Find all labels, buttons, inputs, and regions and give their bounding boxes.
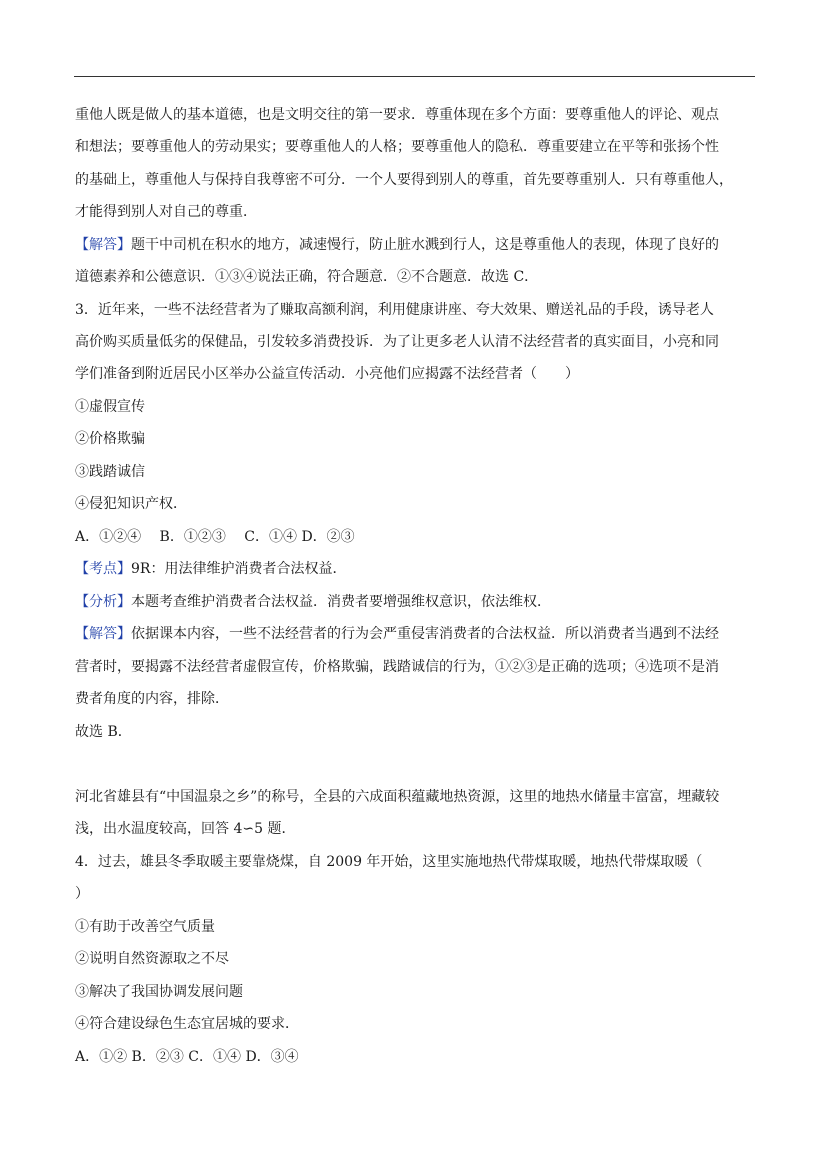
q3-jieda-line-3: 费者角度的内容，排除． <box>75 691 229 707</box>
fenxi-tag: 【分析】 <box>75 594 131 610</box>
q3-option-4: ④侵犯知识产权． <box>75 496 187 512</box>
kaodian-tag: 【考点】 <box>75 561 131 577</box>
q3-stem-line-2: 高价购买质量低劣的保健品，引发较多消费投诉．为了让更多老人认清不法经营者的真实面目，小亮和同 <box>75 334 719 350</box>
intro-line-2: 和想法；要尊重他人的劳动果实；要尊重他人的人格；要尊重他人的隐私．尊重要建立在平等和张扬个性 <box>75 139 719 155</box>
answer-tag: 【解答】 <box>75 237 131 253</box>
intro-line-4: 才能得到别人对自己的尊重． <box>75 204 257 220</box>
q4-choices: A．①② B．②③ C．①④ D．③④ <box>75 1049 299 1065</box>
q3-option-1: ①虚假宣传 <box>75 399 145 415</box>
q3-fenxi <box>75 592 755 612</box>
q4-option-4: ④符合建设绿色生态宜居城的要求． <box>75 1016 299 1032</box>
header-rule <box>74 76 755 77</box>
q4-stem-line-1: 4．过去，雄县冬季取暖主要靠烧煤，自 2009 年开始，这里实施地热代带煤取暖，地热代带煤取暖（ <box>75 854 703 870</box>
passage-line-1: 河北省雄县有“中国温泉之乡”的称号，全县的六成面积蕴藏地热资源，这里的地热水储量丰富富，埋藏较 <box>75 789 720 805</box>
q3-stem-line-3: 学们准备到附近居民小区举办公益宣传活动．小亮他们应揭露不法经营者（ ） <box>75 366 579 382</box>
q2-answer-text: 题干中司机在积水的地方，减速慢行，防止脏水溅到行人，这是尊重他人的表现，体现了良好的 <box>131 237 719 253</box>
fenxi-text: 本题考查维护消费者合法权益．消费者要增强维权意识，依法维权． <box>131 594 551 610</box>
q4-option-3: ③解决了我国协调发展问题 <box>75 984 243 1000</box>
q3-option-2: ②价格欺骗 <box>75 431 145 447</box>
q4-option-1: ①有助于改善空气质量 <box>75 919 215 935</box>
jieda-tag: 【解答】 <box>75 626 131 642</box>
q2-answer-line-2: 道德素养和公德意识．①③④说法正确，符合题意．②不合题意．故选 C． <box>75 269 539 285</box>
intro-line-3: 的基础上，尊重他人与保持自我尊密不可分．一个人要得到别人的尊重，首先要尊重别人．只有尊重他人， <box>75 172 733 188</box>
q3-jieda-line-1 <box>75 624 755 644</box>
q3-conclusion: 故选 B． <box>75 724 132 740</box>
q3-choices: A．①②④ B．①②③ C．①④ D．②③ <box>75 529 355 545</box>
q2-answer-line-1 <box>75 235 755 255</box>
jieda-text: 依据课本内容，一些不法经营者的行为会严重侵害消费者的合法权益．所以消费者当遇到不法经 <box>131 626 719 642</box>
intro-line-1: 重他人既是做人的基本道德，也是文明交往的第一要求．尊重体现在多个方面：要尊重他人的评论、观点 <box>75 107 719 123</box>
q3-jieda-line-2: 营者时，要揭露不法经营者虚假宣传，价格欺骗，践踏诚信的行为，①②③是正确的选项；④选项不是消 <box>75 659 719 675</box>
q4-stem-line-2: ） <box>75 886 89 902</box>
q3-option-3: ③践踏诚信 <box>75 464 145 480</box>
q3-kaodian <box>75 559 755 579</box>
q4-option-2: ②说明自然资源取之不尽 <box>75 951 229 967</box>
passage-line-2: 浅，出水温度较高，回答 4∽5 题． <box>75 821 296 837</box>
q3-stem-line-1: 3．近年来，一些不法经营者为了赚取高额利润，利用健康讲座、夸大效果、赠送礼品的手段，诱导老人 <box>75 302 714 318</box>
kaodian-text: 9R：用法律维护消费者合法权益． <box>131 561 347 577</box>
